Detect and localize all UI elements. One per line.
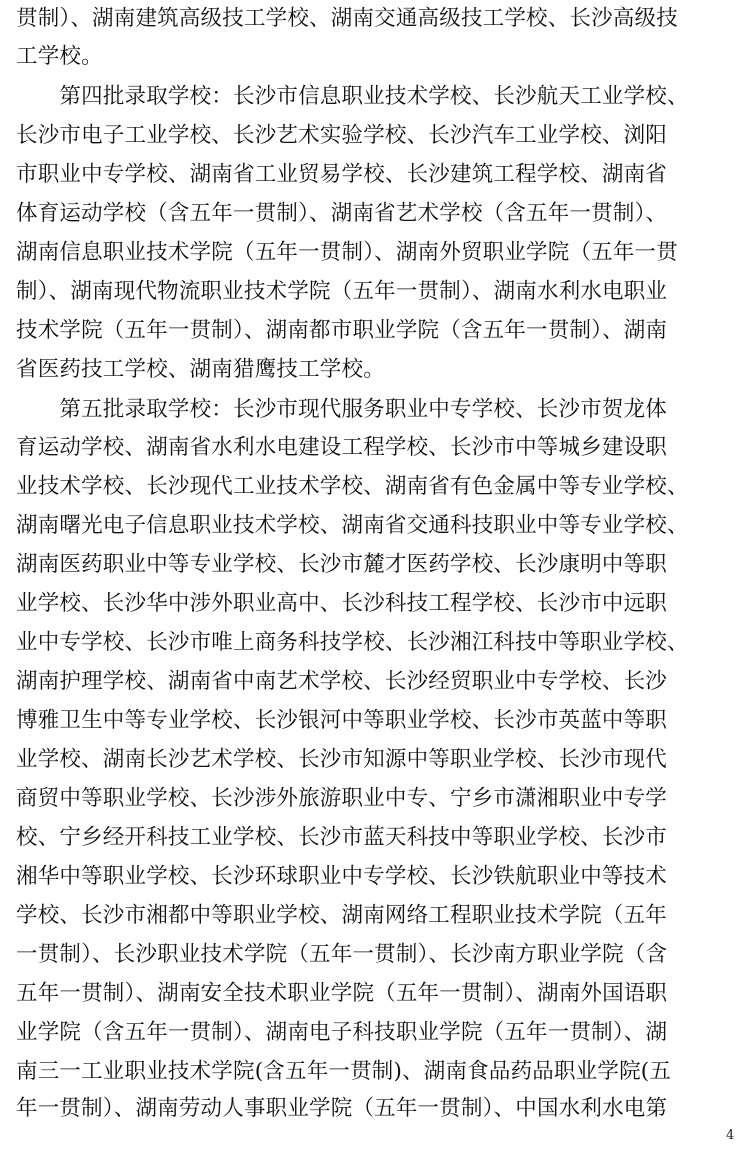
text-line: 制）、湖南现代物流职业技术学院（五年一贯制）、湖南水利水电职业 [16,279,668,304]
text-line: 贯制）、湖南建筑高级技工学校、湖南交通高级技工学校、长沙高级技 [16,6,678,31]
text-line: 工学校。 [16,44,103,69]
text-line: 业中专学校、长沙市唯上商务科技学校、长沙湘江科技中等职业学校、 [16,630,689,655]
text-line: 学校、长沙市湘都中等职业学校、湖南网络工程职业技术学院（五年 [16,903,668,928]
text-line: 技术学院（五年一贯制）、湖南都市职业学院（含五年一贯制）、湖南 [16,318,668,343]
text-line: 长沙市电子工业学校、长沙艺术实验学校、长沙汽车工业学校、浏阳 [16,123,668,148]
text-line: 湘华中等职业学校、长沙环球职业中专学校、长沙铁航职业中等技术 [16,864,668,889]
text-line: 湖南医药职业中等专业学校、长沙市麓才医药学校、长沙康明中等职 [16,552,668,577]
text-line: 体育运动学校（含五年一贯制）、湖南省艺术学校（含五年一贯制）、 [16,201,668,226]
text-line: 市职业中专学校、湖南省工业贸易学校、长沙建筑工程学校、湖南省 [16,162,668,187]
text-line: 第四批录取学校：长沙市信息职业技术学校、长沙航天工业学校、 [16,84,689,109]
text-line: 业学院（含五年一贯制）、湖南电子科技职业学院（五年一贯制）、湖 [16,1020,668,1045]
text-line: 业技术学校、长沙现代工业技术学校、湖南省有色金属中等专业学校、 [16,474,689,499]
text-line: 省医药技工学校、湖南猎鹰技工学校。 [16,357,385,382]
text-line: 湖南信息职业技术学院（五年一贯制）、湖南外贸职业学院（五年一贯 [16,240,678,265]
text-line: 五年一贯制）、湖南安全技术职业学院（五年一贯制）、湖南外国语职 [16,981,668,1006]
text-line: 一贯制）、长沙职业技术学院（五年一贯制）、长沙南方职业学院（含 [16,942,668,967]
text-line: 校、宁乡经开科技工业学校、长沙市蓝天科技中等职业学校、长沙市 [16,825,668,850]
text-line: 年一贯制）、湖南劳动人事职业学院（五年一贯制）、中国水利水电第 [16,1096,668,1121]
text-line: 湖南曙光电子信息职业技术学校、湖南省交通科技职业中等专业学校、 [16,513,689,538]
text-line: 商贸中等职业学校、长沙涉外旅游职业中专、宁乡市潇湘职业中专学 [16,786,668,811]
text-line: 育运动学校、湖南省水利水电建设工程学校、长沙市中等城乡建设职 [16,435,668,460]
text-line: 博雅卫生中等专业学校、长沙银河中等职业学校、长沙市英蓝中等职 [16,708,668,733]
text-line: 南三一工业职业技术学院(含五年一贯制)、湖南食品药品职业学院(五 [16,1059,672,1084]
text-line: 湖南护理学校、湖南省中南艺术学校、长沙经贸职业中专学校、长沙 [16,669,668,694]
page-number: 4 [726,1128,735,1143]
text-line: 业学校、湖南长沙艺术学校、长沙市知源中等职业学校、长沙市现代 [16,747,668,772]
text-line: 业学校、长沙华中涉外职业高中、长沙科技工程学校、长沙市中远职 [16,591,668,616]
text-line: 第五批录取学校：长沙市现代服务职业中专学校、长沙市贺龙体 [16,397,668,422]
